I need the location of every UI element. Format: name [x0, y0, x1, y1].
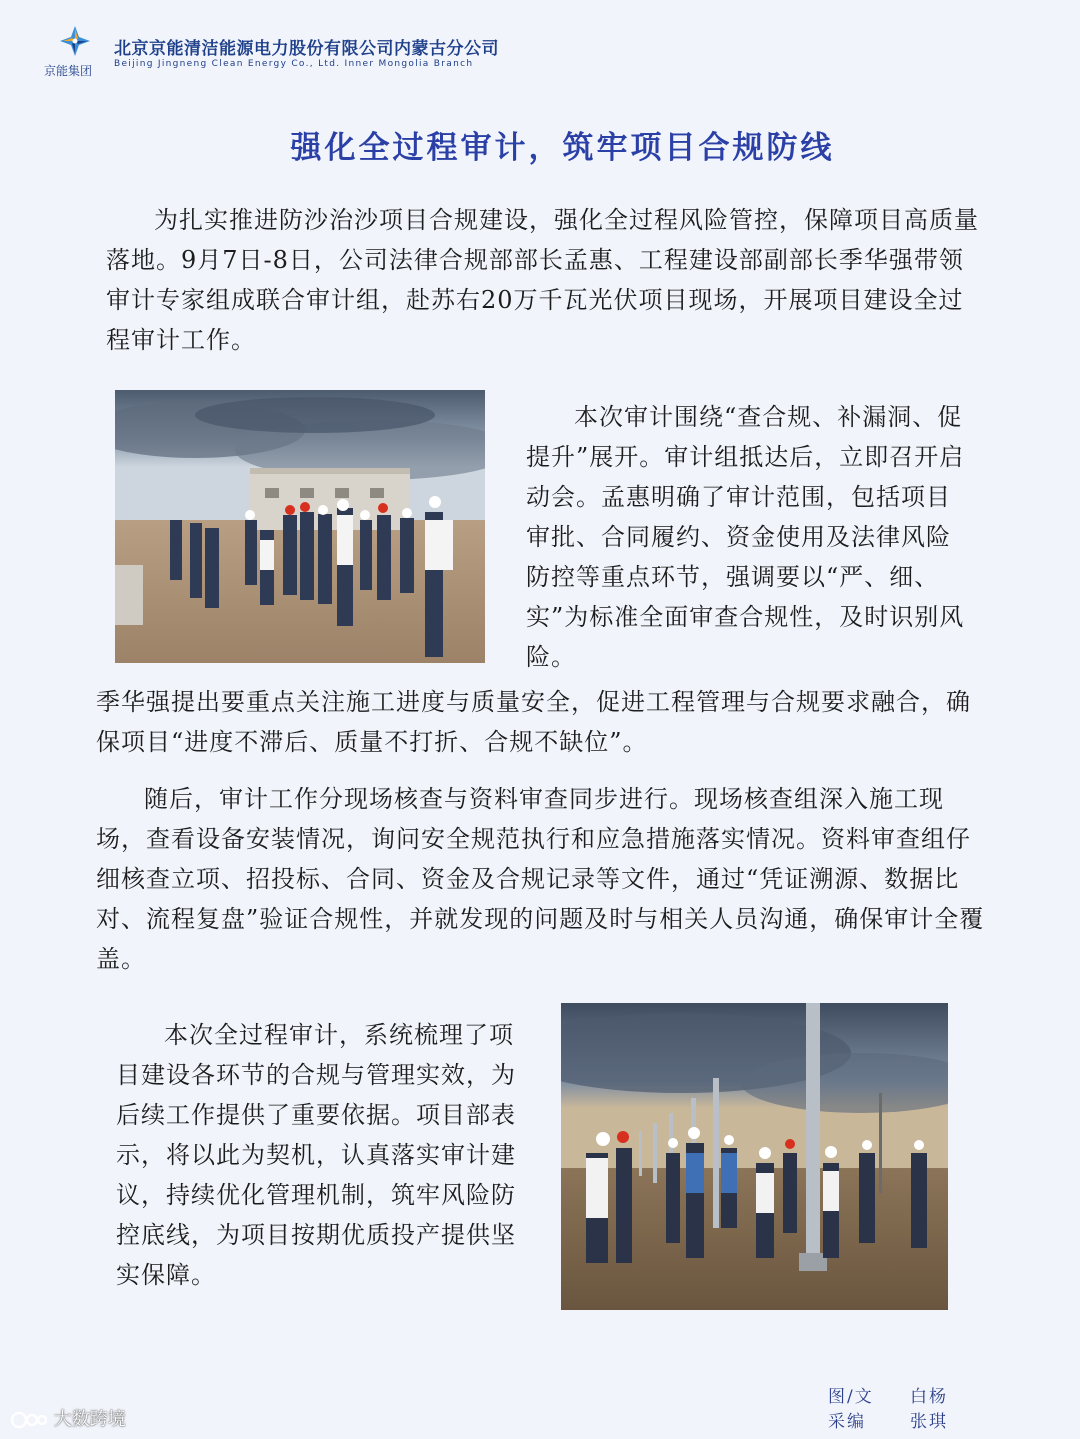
credits — [828, 1385, 948, 1435]
watermark — [10, 1405, 126, 1431]
paragraph-audit-process: 随后，审计工作分现场核查与资料审查同步进行。现场核查组深入施工现场，查看设备安装情况，询问安全规范执行和应急措施落实情况。资料审查组仔细核查立项、招投标、合同、资金及合规记录等文件，通过“凭证溯源、数据比对、流程复盘”验证合规性，并就发现的问题及时与相关人员沟通，确保审计全覆盖。 — [96, 785, 985, 973]
credit-label: 图/文 — [828, 1387, 874, 1407]
credit-name: 张琪 — [910, 1412, 948, 1432]
company-name-cn: 北京京能清洁能源电力股份有限公司内蒙古分公司 — [114, 39, 499, 59]
credit-name: 白杨 — [910, 1387, 948, 1407]
jingneng-logo-icon — [60, 26, 90, 56]
watermark-text: 大数跨境 — [53, 1409, 126, 1430]
paragraph-audit-scope-continued: 季华强提出要重点关注施工进度与质量安全，促进工程管理与合规要求融合，确保项目“进度不滞后、质量不打折、合规不缺位”。 — [96, 688, 971, 756]
logo-text: 京能集团 — [44, 64, 93, 78]
credit-row-author — [828, 1385, 948, 1410]
article-title: 强化全过程审计，筑牢项目合规防线 — [290, 130, 835, 166]
watermark-logo-icon — [10, 1409, 48, 1431]
paragraph-intro: 为扎实推进防沙治沙项目合规建设，强化全过程风险管控，保障项目高质量落地。9月7日-8日，公司法律合规部部长孟惠、工程建设部副部长季华强带领审计专家组成联合审计组，赴苏右20万千瓦光伏项目现场，开展项目建设全过程审计工作。 — [106, 206, 979, 354]
photo-site-meeting — [115, 390, 485, 663]
paragraph-audit-scope: 本次审计围绕“查合规、补漏洞、促提升”展开。审计组抵达后，立即召开启动会。孟惠明确了审计范围，包括项目审批、合同履约、资金使用及法律风险防控等重点环节，强调要以“严、细、实”为标准全面审查合规性，及时识别风险。 — [526, 403, 965, 671]
credit-row-editor — [828, 1410, 948, 1435]
company-name-en: Beijing Jingneng Clean Energy Co., Ltd. Inner Mongolia Branch — [114, 59, 474, 69]
paragraph-conclusion: 本次全过程审计，系统梳理了项目建设各环节的合规与管理实效，为后续工作提供了重要依据。项目部表示，将以此为契机，认真落实审计建议，持续优化管理机制，筑牢风险防控底线，为项目按期优质投产提供坚实保障。 — [116, 1021, 516, 1289]
photo-pv-site-inspection — [561, 1003, 948, 1310]
credit-label: 采编 — [828, 1412, 866, 1432]
